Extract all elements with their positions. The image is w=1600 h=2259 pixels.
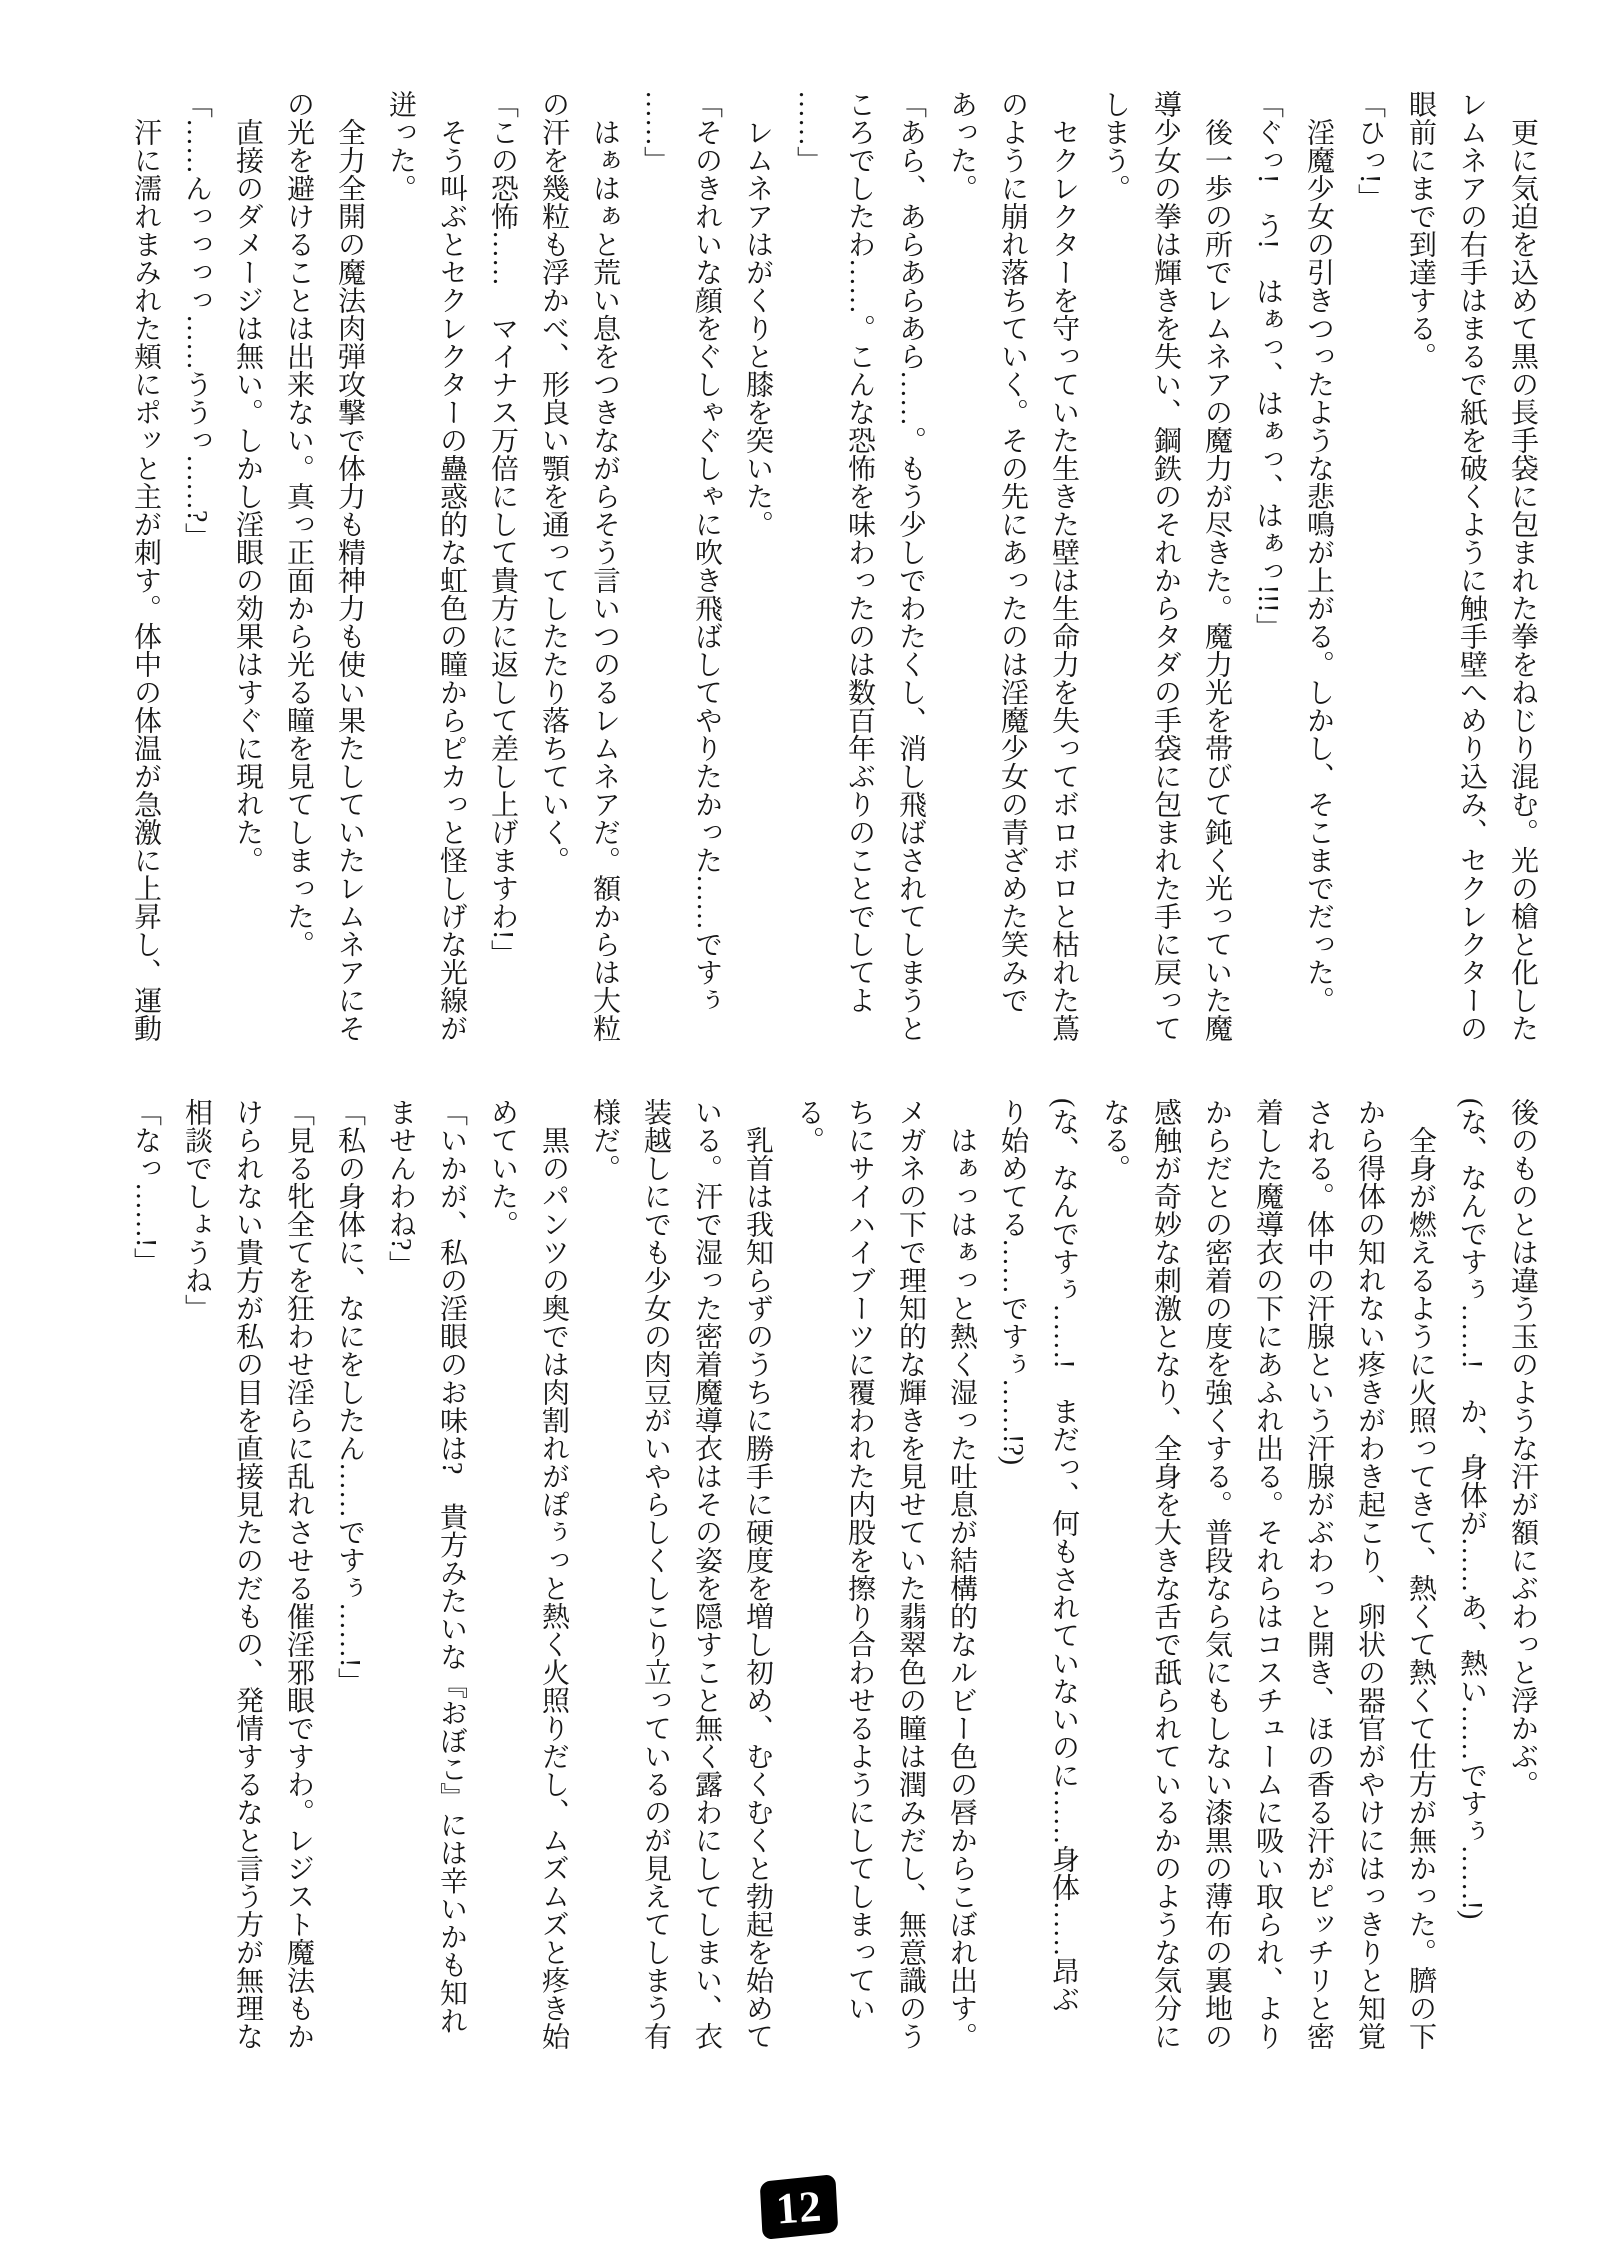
text-column: 「そのきれいな顔をぐしゃぐしゃに吹き飛ばしてやりたかった……ですぅ bbox=[691, 90, 722, 1014]
text-column: 汗に濡れまみれた頬にポッと主が刺す。体中の体温が急激に上昇し、運動 bbox=[130, 90, 161, 1042]
text-column: (な、なんですぅ……! まだっ、何もされていないのに……身体……昂ぶ bbox=[1048, 1098, 1079, 2013]
text-column: はぁっはぁっと熱く湿った吐息が結構的なルビー色の唇からこぼれ出す。 bbox=[946, 1098, 977, 2050]
text-column: 「見る牝全てを狂わせ淫らに乱れさせる催淫邪眼ですわ。レジスト魔法もか bbox=[283, 1098, 314, 2050]
text-column: ませんわね?」 bbox=[385, 1098, 416, 1279]
text-column: 眼前にまで到達する。 bbox=[1405, 90, 1436, 370]
text-column: のように崩れ落ちていく。その先にあったのは淫魔少女の青ざめた笑みで bbox=[997, 90, 1028, 1014]
text-column: からだとの密着の度を強くする。普段なら気にもしない漆黒の薄布の裏地の bbox=[1201, 1098, 1232, 2050]
text-column: 直接のダメージは無い。しかし淫眼の効果はすぐに現れた。 bbox=[232, 90, 263, 874]
text-column: から得体の知れない疼きがわき起こり、卵状の器官がやけにはっきりと知覚 bbox=[1354, 1098, 1385, 2050]
text-column: 後一歩の所でレムネアの魔力が尽きた。魔力光を帯びて鈍く光っていた魔 bbox=[1201, 90, 1232, 1042]
text-column: り始めてる……ですぅ……!?) bbox=[997, 1098, 1028, 1466]
text-column: レムネアの右手はまるで紙を破くように触手壁へめり込み、セクレクターの bbox=[1456, 90, 1487, 1042]
text-column: 乳首は我知らずのうちに勝手に硬度を増し初め、むくむくと勃起を始めて bbox=[742, 1098, 773, 2050]
text-column: 迸った。 bbox=[385, 90, 416, 202]
text-column: 感触が奇妙な刺激となり、全身を大きな舌で舐られているかのような気分に bbox=[1150, 1098, 1181, 2050]
text-column: あった。 bbox=[946, 90, 977, 202]
upper-text-block bbox=[120, 90, 1548, 1070]
text-column: 「私の身体に、なにをしたん……ですぅ……!」 bbox=[334, 1098, 365, 1696]
text-column: いる。汗で湿った密着魔導衣はその姿を隠すこと無く露わにしてしまい、衣 bbox=[691, 1098, 722, 2050]
text-column: けられない貴方が私の目を直接見たのだもの、発情するなと言う方が無理な bbox=[232, 1098, 263, 2050]
text-column: 黒のパンツの奥では肉割れがぽぅっと熱く火照りだし、ムズムズと疼き始 bbox=[538, 1098, 569, 2050]
text-column: される。体中の汗腺という汗腺がぶわっと開き、ほの香る汗がピッチリと密 bbox=[1303, 1098, 1334, 2050]
text-column: 「ひっ!」 bbox=[1354, 90, 1385, 212]
text-column: はぁはぁと荒い息をつきながらそう言いつのるレムネアだ。額からは大粒 bbox=[589, 90, 620, 1042]
text-column: ころでしたわ……。こんな恐怖を味わったのは数百年ぶりのことでしてよ bbox=[844, 90, 875, 1014]
text-column: ちにサイハイブーツに覆われた内股を擦り合わせるようにしてしまってい bbox=[844, 1098, 875, 2022]
text-column: ……」 bbox=[793, 90, 824, 174]
text-column: 「この恐怖…… マイナス万倍にして貴方に返して差し上げますわ!」 bbox=[487, 90, 518, 968]
text-column: 「なっ……!」 bbox=[130, 1098, 161, 1276]
text-column: なる。 bbox=[1099, 1098, 1130, 1182]
text-column: 装越しにでも少女の肉豆がいやらしくしこり立っているのが見えてしまう有 bbox=[640, 1098, 671, 2050]
text-column: (な、なんですぅ……! か、身体が……あ、熱い……ですぅ……!) bbox=[1456, 1098, 1487, 1920]
text-column: そう叫ぶとセクレクターの蠱惑的な虹色の瞳からピカっと怪しげな光線が bbox=[436, 90, 467, 1042]
text-column: の光を避けることは出来ない。真っ正面から光る瞳を見てしまった。 bbox=[283, 90, 314, 958]
text-column: 様だ。 bbox=[589, 1098, 620, 1182]
text-column: 「あら、あらあらあら……。もう少しでわたくし、消し飛ばされてしまうと bbox=[895, 90, 926, 1042]
text-column: 「いかが、私の淫眼のお味は? 貴方みたいな『おぼこ』には辛いかも知れ bbox=[436, 1098, 467, 2035]
text-column: 「……んっっっっ……ううっ……?」 bbox=[181, 90, 212, 551]
page-number: 12 bbox=[774, 2180, 824, 2234]
text-column: メガネの下で理知的な輝きを見せていた翡翠色の瞳は潤みだし、無意識のう bbox=[895, 1098, 926, 2050]
text-column: る。 bbox=[793, 1098, 824, 1154]
text-column: 更に気迫を込めて黒の長手袋に包まれた拳をねじり混む。光の槍と化した bbox=[1507, 90, 1538, 1042]
text-column: レムネアはがくりと膝を突いた。 bbox=[742, 90, 773, 538]
text-column: ……」 bbox=[640, 90, 671, 174]
lower-text-block bbox=[120, 1098, 1548, 2078]
page-number-stamp bbox=[760, 2174, 839, 2240]
text-column: 淫魔少女の引きつったような悲鳴が上がる。しかし、そこまでだった。 bbox=[1303, 90, 1334, 1014]
text-column: 導少女の拳は輝きを失い、鋼鉄のそれからタダの手袋に包まれた手に戻って bbox=[1150, 90, 1181, 1042]
text-column: セクレクターを守っていた生きた壁は生命力を失ってボロボロと枯れた蔦 bbox=[1048, 90, 1079, 1042]
text-column: 「ぐっ! う! はぁっ、はぁっ、はぁっ!!!」 bbox=[1252, 90, 1283, 641]
text-column: 相談でしょうね」 bbox=[181, 1098, 212, 1322]
text-column: 全身が燃えるように火照ってきて、熱くて熱くて仕方が無かった。臍の下 bbox=[1405, 1098, 1436, 2050]
text-column: 後のものとは違う玉のような汗が額にぶわっと浮かぶ。 bbox=[1507, 1098, 1538, 1798]
text-column: 全力全開の魔法肉弾攻撃で体力も精神力も使い果たしていたレムネアにそ bbox=[334, 90, 365, 1042]
text-column: の汗を幾粒も浮かべ、形良い顎を通ってしたたり落ちていく。 bbox=[538, 90, 569, 874]
text-column: しまう。 bbox=[1099, 90, 1130, 202]
text-column: めていた。 bbox=[487, 1098, 518, 1238]
text-column: 着した魔導衣の下にあふれ出る。それらはコスチュームに吸い取られ、より bbox=[1252, 1098, 1283, 2050]
